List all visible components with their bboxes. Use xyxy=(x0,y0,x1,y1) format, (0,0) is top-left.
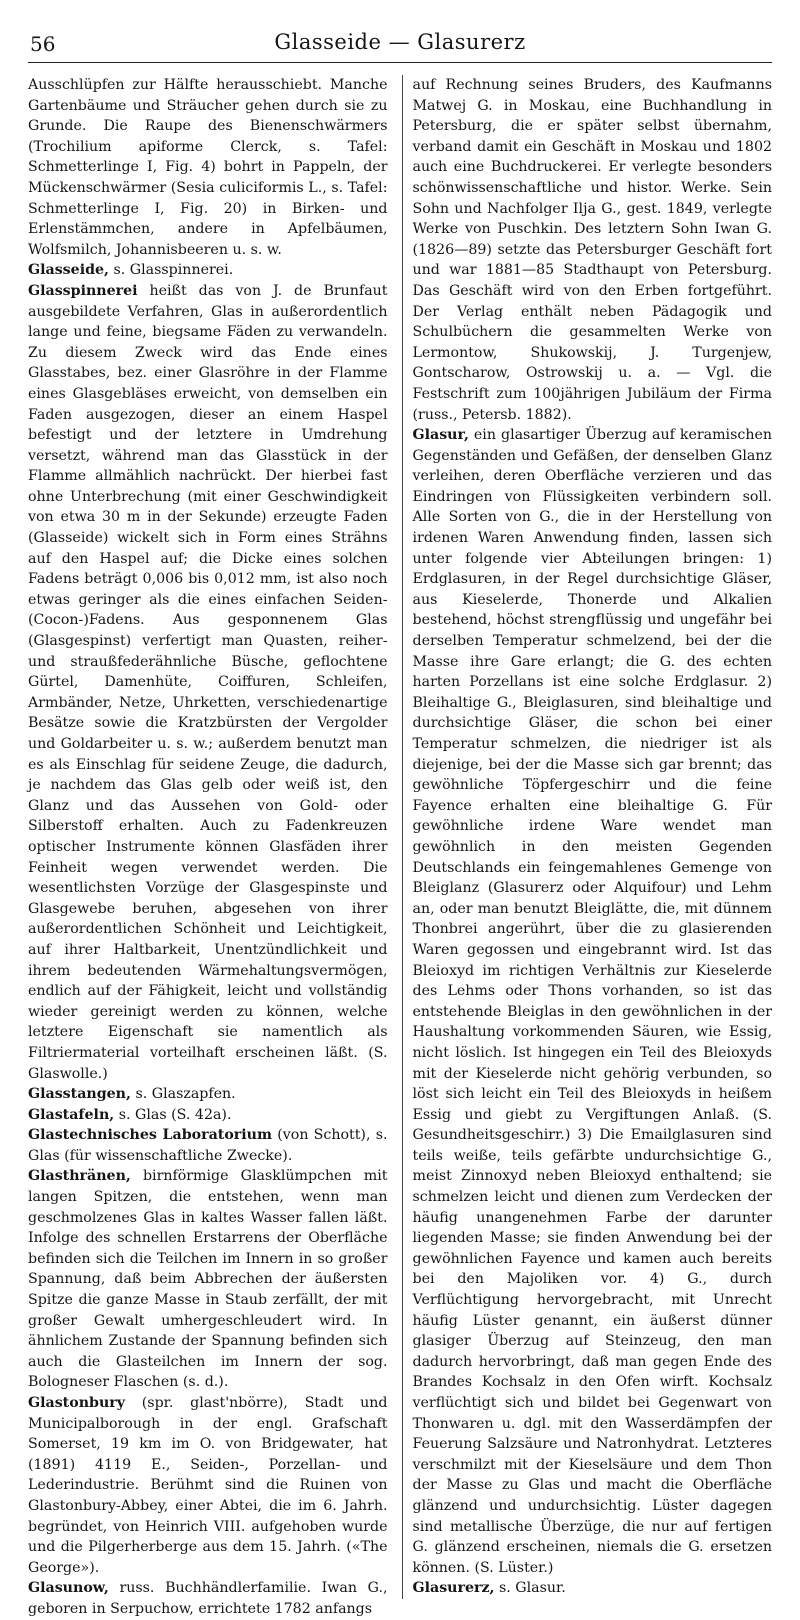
dictionary-entry xyxy=(28,1125,388,1166)
dictionary-entry xyxy=(28,1105,388,1126)
entry-headword: Glasthränen, xyxy=(28,1168,131,1185)
entry-text: s. Glasur. xyxy=(494,1580,566,1597)
entry-text: birnförmige Glasklümpchen mit langen Spitzen, die entstehen, wenn man geschmolzenes Glas in kaltes Wasser fallen läßt. Infolge des schnellen Erstarrens der Oberfläche befinden sich die Teilchen im Innern in so großer Spannung, daß beim Abbrechen der äußersten Spitze die ganze Masse in Staub zerfällt, der mit großer Gewalt umhergeschleudert wird. In ähnlichem Zustande der Spannung befinden sich auch die Glasteilchen im Innern der sog. Bologneser Flaschen (s. d.). xyxy=(28,1168,388,1391)
entry-text: heißt das von J. de Brunfaut ausgebildete Verfahren, Glas in außerordentlich lange und feine, biegsame Fäden zu verwandeln. Zu diesem Zweck wird das Ende eines Glasstabes, bez. einer Glasröhre in der Flamme eines Glasgebläses erweicht, von demselben ein Faden ausgezogen, dieser an einem Haspel befestigt und der letztere in Umdrehung versetzt, während man das Glasstück in der Flamme allmählich nachrückt. Der hierbei fast ohne Unterbrechung (mit einer Geschwindigkeit von etwa 30 m in der Sekunde) erzeugte Faden (Glasseide) wickelt sich in Form eines Strähns auf den Haspel auf; die Dicke eines solchen Fadens beträgt 0,006 bis 0,012 mm, ist also noch etwas geringer als die eines einfachen Seiden- (Cocon-)Fadens. Aus gesponnenem Glas (Glasgespinst) verfertigt man Quasten, reiher- und straußfederähnliche Büsche, geflochtene Gürtel, Damenhüte, Coiffuren, Schleifen, Armbänder, Netze, Uhrketten, verschiedenartige Besätze sowie die Kratzbürsten der Vergolder und Goldarbeiter u. s. w.; außerdem benutzt man es als Einschlag für seidene Zeuge, die dadurch, je nachdem das Glas gelb oder weiß ist, den Glanz und das Aussehen von Gold- oder Silberstoff erhalten. Auch zu Fadenkreuzen optischer Instrumente können Glasfäden ihrer Feinheit wegen verwendet werden. Die wesentlichsten Vorzüge der Glasgespinste und Glasgewebe beruhen, abgesehen von ihrer außerordentlichen Schönheit und Leichtigkeit, auf ihrer Haltbarkeit, Unentzündlichkeit und ihrem bedeutenden Wärmehaltungsvermögen, endlich auf der Fähigkeit, leicht und vollständig wieder gereinigt werden zu können, welche letztere Eigenschaft sie namentlich als Filtriermaterial vorteilhaft erscheinen läßt. (S. Glaswolle.) xyxy=(28,282,388,1082)
dictionary-entry xyxy=(28,1084,388,1105)
entry-headword: Glasurerz, xyxy=(412,1580,495,1597)
entry-headword: Glastonbury xyxy=(28,1395,125,1411)
entry-text: Ausschlüpfen zur Hälfte herausschiebt. Manche Gartenbäume und Sträucher gehen durch sie zu Grunde. Die Raupe des Bienenschwärmers (Trochilium apiforme Clerck, s. Tafel: Schmetterlinge I, Fig. 4) bohrt in Pappeln, der Mückenschwärmer (Sesia culiciformis L., s. Tafel: Schmetterlinge I, Fig. 20) in Birken- und Erlenstämmchen, andere in Apfelbäumen, Wolfsmilch, Johannisbeeren u. s. w. xyxy=(28,77,388,258)
dictionary-entry xyxy=(28,281,388,1084)
dictionary-entry xyxy=(28,1578,388,1619)
entry-text: s. Glasspinnerei. xyxy=(108,262,234,279)
dictionary-entry xyxy=(28,260,388,281)
entry-text: s. Glaszapfen. xyxy=(130,1086,236,1103)
dictionary-entry xyxy=(28,75,388,260)
entry-text: auf Rechnung seines Bruders, des Kaufmanns Matwej G. in Moskau, eine Buchhandlung in Petersburg, die er später selbst übernahm, verband damit ein Geschäft in Moskau und 1802 auch eine Buchdruckerei. Er verlegte besonders schönwissenschaftliche und histor. Werke. Sein Sohn und Nachfolger Ilja G., gest. 1849, verlegte Werke von Puschkin. Des letztern Sohn Iwan G. (1826—89) setzte das Petersburger Geschäft fort und war 1881—85 Stadthaupt von Petersburg. Das Geschäft wird von den Erben fortgeführt. Der Verlag enthält neben Pädagogik und Schulbüchern die gesammelten Werke von Lermontow, Shukowskij, J. Turgenjew, Gontscharow, Ostrowskij u. a. — Vgl. die Festschrift zum 100jährigen Jubiläum der Firma (russ., Petersb. 1882). xyxy=(412,77,772,423)
page-number: 56 xyxy=(30,32,56,56)
entry-text: russ. Buchhändlerfamilie. Iwan G., geboren in Serpuchow, errichtete 1782 anfangs xyxy=(28,1580,388,1617)
right-column xyxy=(402,75,773,1599)
page-header xyxy=(28,28,772,63)
entry-headword: Glasunow, xyxy=(28,1580,109,1597)
entry-text: ein glasartiger Überzug auf keramischen Gegenständen und Gefäßen, der denselben Glanz verleihen, deren Oberfläche verzieren und das Eindringen von Flüssigkeiten verbindern soll. Alle Sorten von G., die in der Herstellung von irdenen Waren Anwendung finden, lassen sich unter folgende vier Abteilungen bringen: 1) Erdglasuren, in der Regel durchsichtige Gläser, aus Kieselerde, Thonerde und Alkalien bestehend, höchst strengflüssig und ungefähr bei derselben Temperatur schmelzend, bei der die Masse ihre Gare erlangt; die G. des echten harten Porzellans ist eine solche Erdglasur. 2) Bleihaltige G., Bleiglasuren, sind bleihaltige und durchsichtige Gläser, die schon bei einer Temperatur schmelzen, die niedriger ist als diejenige, bei der die Masse sich gar brennt; das gewöhnliche Töpfergeschirr und die feine Fayence erhalten eine bleihaltige G. Für gewöhnliche irdene Ware wendet man gewöhnlich in den meisten Gegenden Deutschlands ein feingemahlenes Gemenge von Bleiglanz (Glasurerz oder Alquifour) und Lehm an, oder man benutzt Bleiglätte, die, mit dünnem Thonbrei angerührt, über die zu glasierenden Waren gegossen und eingebrannt wird. Ist das Bleioxyd im richtigen Verhältnis zur Kieselerde des Lehms oder Thons vorhanden, so ist das entstehende Bleiglas in den gewöhnlichen in der Haushaltung vorkommenden Säuren, wie Essig, nicht löslich. Ist hingegen ein Teil des Bleioxyds mit der Kieselerde nicht gehörig verbunden, so löst sich leicht ein Teil des Bleioxyds in heißem Essig und giebt zu Vergiftungen Anlaß. (S. Gesundheitsgeschirr.) 3) Die Emailglasuren sind teils weiße, teils gefärbte undurchsichtige G., meist Zinnoxyd neben Bleioxyd enthaltend; sie schmelzen leicht und dienen zum Verdecken der häufig unangenehmen Farbe der darunter liegenden Masse; sie finden Anwendung bei der gewöhnlichen Fayence und kamen auch bereits bei den Majoliken vor. 4) G., durch Verflüchtigung hervorgebracht, mit Unrecht häufig Lüster genannt, ein äußerst dünner glasiger Überzug auf Steinzeug, den man dadurch hervorbringt, daß man gegen Ende des Brandes Kochsalz in den Ofen wirft. Kochsalz verflüchtigt sich und bildet bei Gegenwart von Thonwaren u. dgl. mit den Wasserdämpfen der Feuerung Salzsäure und Natronhydrat. Letzteres verschmilzt mit der Kieselsäure und dem Thon der Masse zu Glas und macht die Oberfläche glänzend und undurchsichtig. Lüster dagegen sind metallische Überzüge, die nur auf fertigen G. glänzend erscheinen, niemals die G. ersetzen können. (S. Lüster.) xyxy=(412,427,772,1576)
entry-headword: Glasseide, xyxy=(28,262,109,279)
dictionary-entry xyxy=(413,75,773,425)
left-column xyxy=(28,75,388,1620)
text-columns xyxy=(28,75,772,1620)
dictionary-entry xyxy=(28,1166,388,1393)
entry-text: (von Schott), s. Glas (für wissenschaftliche Zwecke). xyxy=(28,1127,388,1164)
entry-headword: Glasspinnerei xyxy=(28,282,138,299)
dictionary-entry xyxy=(413,425,773,1578)
entry-headword: Glastechnisches Laboratorium xyxy=(28,1127,272,1144)
entry-text: (spr. glast'nbörre), Stadt und Municipalborough in der engl. Grafschaft Somerset, 19 km im O. von Bridgewater, hat (1891) 4119 E., Seiden-, Porzellan- und Lederindustrie. Berühmt sind die Ruinen von Glastonbury-Abbey, einer Abtei, die im 6. Jahrh. begründet, von Heinrich VIII. aufgehoben wurde und die Pilgerherberge aus dem 15. Jahrh. («The George»). xyxy=(28,1395,388,1576)
entry-headword: Glasur, xyxy=(412,427,469,444)
dictionary-entry xyxy=(28,1393,388,1578)
running-head: Glasseide — Glasurerz xyxy=(274,30,526,54)
dictionary-entry xyxy=(413,1578,773,1599)
entry-text: s. Glas (S. 42a). xyxy=(114,1106,232,1123)
entry-headword: Glasstangen, xyxy=(28,1086,131,1103)
entry-headword: Glastafeln, xyxy=(28,1106,115,1123)
